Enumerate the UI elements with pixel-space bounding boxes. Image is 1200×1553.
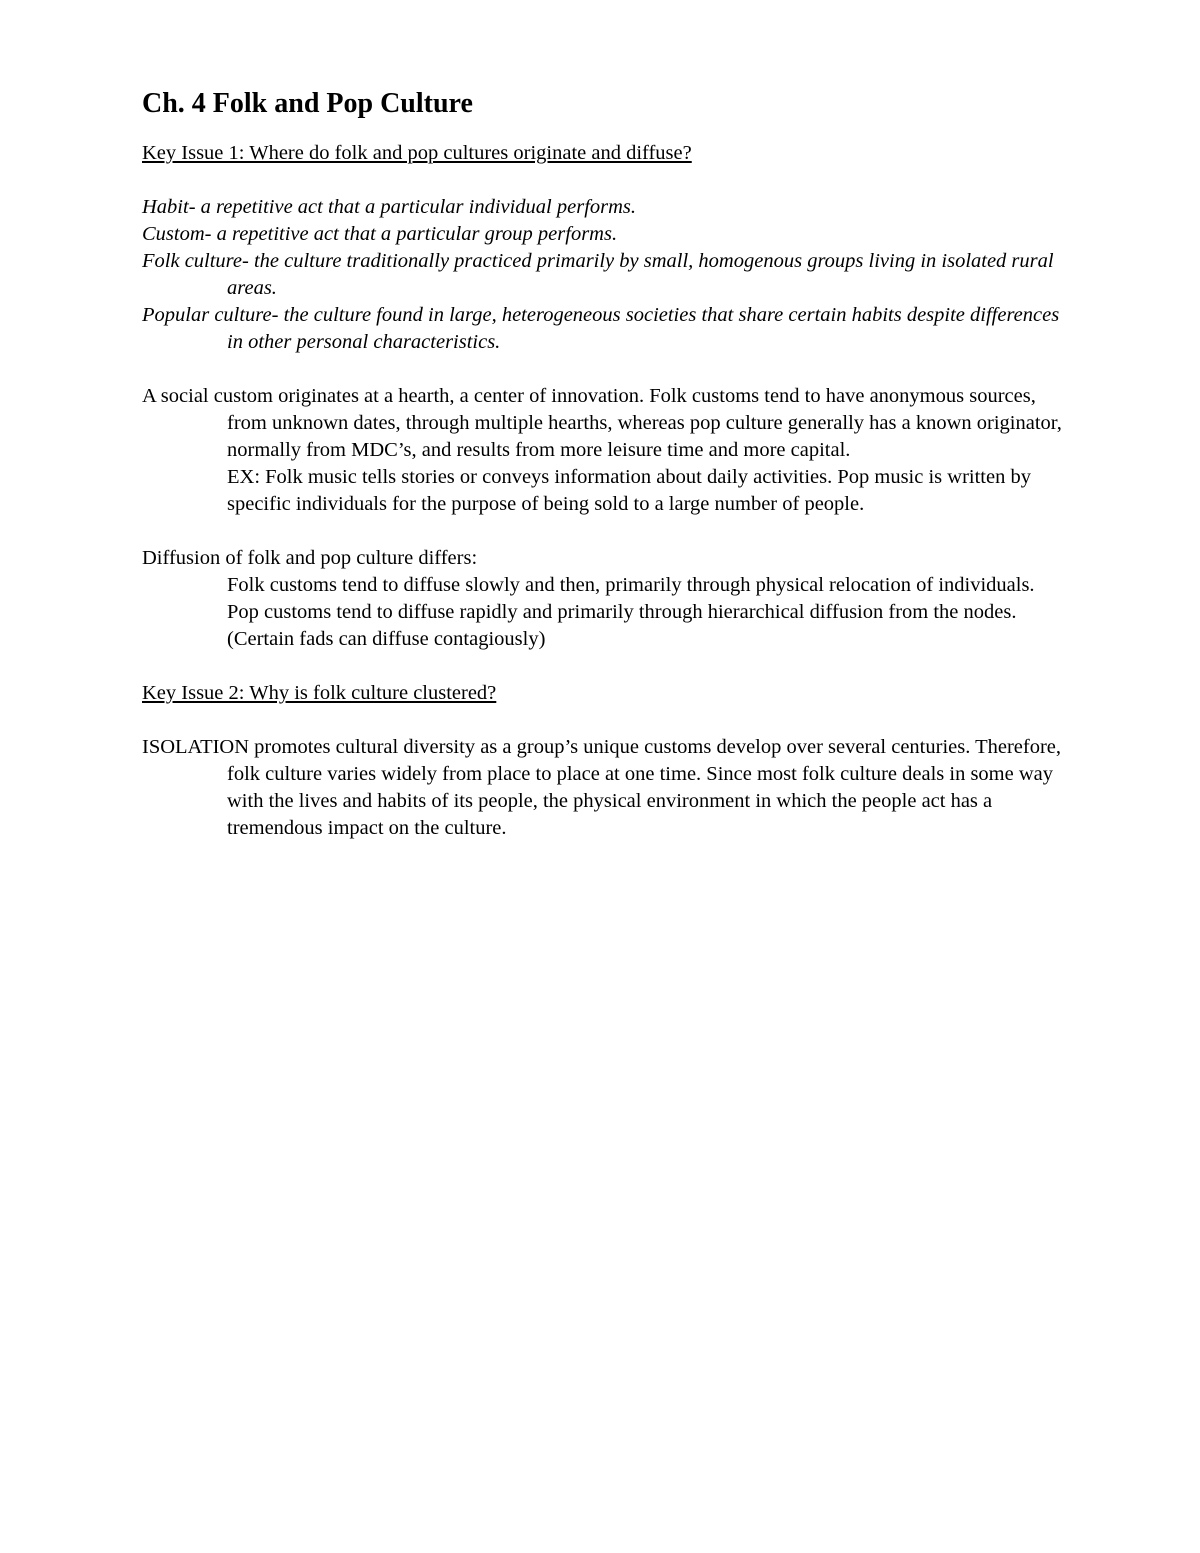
spacer bbox=[142, 518, 1072, 545]
spacer bbox=[142, 167, 1072, 194]
spacer bbox=[142, 707, 1072, 734]
diffusion-points bbox=[142, 572, 1072, 653]
spacer bbox=[142, 356, 1072, 383]
hearth-paragraph: A social custom originates at a hearth, a center of innovation. Folk customs tend to have anonymous sources, from unknown dates, through multiple hearths, whereas pop culture generally has a known originator, normally from MDC’s, and results from more leisure time and more capital. bbox=[142, 385, 1062, 461]
diffusion-heading: Diffusion of folk and pop culture differs: bbox=[142, 547, 478, 569]
diffusion-point-pop: Pop customs tend to diffuse rapidly and primarily through hierarchical diffusion from the nodes. (Certain fads can diffuse contagiously) bbox=[227, 601, 1017, 650]
hearth-example-block bbox=[142, 464, 1072, 518]
document-page bbox=[142, 84, 1072, 842]
isolation-paragraph: ISOLATION promotes cultural diversity as a group’s unique customs develop over several centuries. Therefore, folk culture varies widely from place to place at one time. Since most folk culture deals in some way with the lives and habits of its people, the physical environment in which the people act has a tremendous impact on the culture. bbox=[142, 736, 1062, 839]
key-issue-2-heading: Key Issue 2: Why is folk culture clustered? bbox=[142, 682, 497, 704]
definition-popular-culture: Popular culture- the culture found in large, heterogeneous societies that share certain habits despite differences in other personal characteristics. bbox=[142, 304, 1060, 353]
document-title: Ch. 4 Folk and Pop Culture bbox=[142, 88, 473, 119]
hearth-example: EX: Folk music tells stories or conveys information about daily activities. Pop music is written by specific individuals for the purpose of being sold to a large number of people. bbox=[227, 466, 1031, 515]
diffusion-point-folk: Folk customs tend to diffuse slowly and then, primarily through physical relocation of individuals. bbox=[227, 574, 1035, 596]
definition-custom: Custom- a repetitive act that a particular group performs. bbox=[142, 223, 618, 245]
spacer bbox=[142, 653, 1072, 680]
definition-folk-culture: Folk culture- the culture traditionally practiced primarily by small, homogenous groups living in isolated rural areas. bbox=[142, 250, 1054, 299]
definition-habit: Habit- a repetitive act that a particular individual performs. bbox=[142, 196, 637, 218]
key-issue-1-heading: Key Issue 1: Where do folk and pop cultures originate and diffuse? bbox=[142, 142, 692, 164]
